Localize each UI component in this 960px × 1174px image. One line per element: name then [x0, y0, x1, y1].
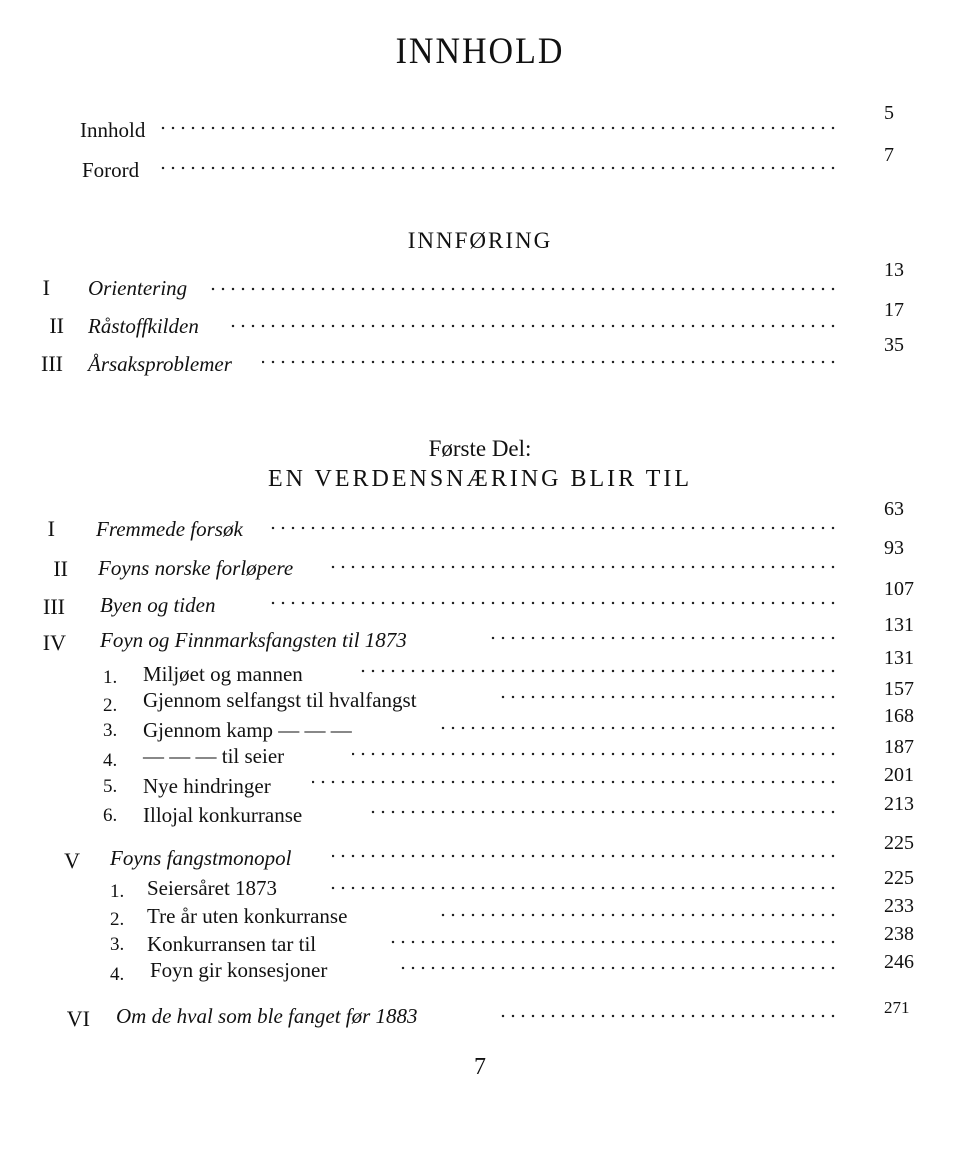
dot-leader [270, 526, 838, 530]
part-label: Første Del: [428, 436, 532, 461]
section-page: 213 [884, 793, 914, 815]
chapter-numeral: III [43, 594, 65, 619]
toc-entry-chapter[interactable] [0, 537, 960, 584]
toc-entry-innhold[interactable] [0, 102, 960, 144]
entry-page: 5 [884, 102, 894, 124]
section-title: Nye hindringer [143, 774, 277, 799]
chapter-page: 63 [884, 498, 904, 520]
part-heading: EN VERDENSNÆRING BLIR TIL [267, 466, 693, 492]
dot-leader [265, 601, 838, 605]
toc-entry-section[interactable] [0, 867, 960, 906]
toc-entry-chapter[interactable] [0, 334, 960, 378]
entry-page: 7 [884, 144, 894, 166]
section-number: 4. [103, 750, 118, 771]
dot-leader [312, 780, 838, 784]
dot-leader [160, 126, 838, 130]
section-title: Gjennom selfangst til hvalfangst [143, 688, 423, 713]
chapter-page: 225 [884, 832, 914, 854]
section-number: 3. [103, 720, 118, 741]
dot-leader [332, 854, 838, 858]
toc-entry-section[interactable] [0, 793, 960, 833]
section-page: 131 [884, 647, 914, 669]
dot-leader [330, 565, 838, 569]
dot-leader [500, 695, 838, 699]
section-page: 168 [884, 705, 914, 727]
toc-entry-section[interactable] [0, 736, 960, 776]
dot-leader [488, 636, 838, 640]
section-page: 187 [884, 736, 914, 758]
chapter-title: Om de hval som ble fanget før 1883 [116, 1004, 424, 1029]
chapter-page: 13 [884, 259, 904, 281]
section-title: Konkurransen tar til [147, 932, 322, 957]
section-number: 3. [110, 934, 125, 955]
chapter-page: 107 [884, 578, 914, 600]
section-number: 1. [103, 667, 118, 688]
toc-entry-chapter[interactable] [0, 614, 960, 658]
page-number: 7 [474, 1054, 486, 1080]
toc-entry-section[interactable] [0, 923, 960, 962]
dot-leader [352, 752, 838, 756]
toc-entry-section[interactable] [0, 895, 960, 934]
toc-entry-chapter[interactable] [0, 998, 960, 1034]
toc-entry-forord[interactable] [0, 144, 960, 184]
dot-leader [262, 360, 838, 364]
toc-entry-chapter[interactable] [0, 498, 960, 544]
dot-leader [355, 669, 838, 673]
dot-leader [440, 726, 838, 730]
dot-leader [330, 886, 838, 890]
section-number: 2. [110, 909, 125, 930]
toc-entry-section[interactable] [0, 764, 960, 804]
chapter-title: Fremmede forsøk [96, 517, 249, 542]
section-number: 5. [103, 776, 118, 797]
section-page: 225 [884, 867, 914, 889]
chapter-page: 17 [884, 299, 904, 321]
section-number: 2. [103, 695, 118, 716]
section-title: Gjennom kamp — — — [143, 718, 358, 743]
section-title: — — — til seier [143, 744, 290, 769]
page-title: INNHOLD [395, 31, 565, 72]
dot-leader [368, 810, 838, 814]
chapter-page: 35 [884, 334, 904, 356]
section-page: 246 [884, 951, 914, 973]
dot-leader [160, 166, 838, 170]
section-heading-innforing: INNFØRING [407, 228, 553, 253]
chapter-numeral: VI [66, 1006, 90, 1031]
toc-entry-section[interactable] [0, 678, 960, 720]
chapter-title: Foyns norske forløpere [98, 556, 299, 581]
toc-entry-chapter[interactable] [0, 578, 960, 622]
chapter-page: 131 [884, 614, 914, 636]
section-page: 233 [884, 895, 914, 917]
chapter-numeral: III [41, 351, 63, 376]
chapter-title: Råstoffkilden [88, 314, 205, 339]
dot-leader [395, 966, 838, 970]
toc-entry-chapter[interactable] [0, 259, 960, 303]
toc-entry-chapter[interactable] [0, 299, 960, 341]
dot-leader [205, 287, 838, 291]
chapter-numeral: II [49, 313, 64, 338]
section-page: 157 [884, 678, 914, 700]
section-title: Tre år uten konkurranse [147, 904, 353, 929]
section-title: Miljøet og mannen [143, 662, 309, 687]
chapter-title: Foyns fangstmonopol [110, 846, 297, 871]
toc-entry-chapter[interactable] [0, 832, 960, 876]
chapter-numeral: I [47, 516, 55, 541]
section-title: Seiersåret 1873 [147, 876, 283, 901]
chapter-page: 271 [884, 998, 910, 1017]
section-number: 4. [110, 964, 125, 985]
chapter-page: 93 [884, 537, 904, 559]
section-number: 6. [103, 805, 118, 826]
dot-leader [436, 913, 838, 917]
chapter-numeral: II [53, 556, 68, 581]
chapter-title: Foyn og Finnmarksfangsten til 1873 [100, 628, 413, 653]
chapter-numeral: I [42, 275, 50, 300]
dot-leader [385, 940, 838, 944]
dot-leader [500, 1014, 838, 1018]
section-title: Illojal konkurranse [143, 803, 308, 828]
section-page: 238 [884, 923, 914, 945]
section-title: Foyn gir konsesjoner [150, 958, 333, 983]
chapter-title: Årsaksproblemer [88, 352, 238, 377]
chapter-title: Byen og tiden [100, 593, 221, 618]
chapter-numeral: V [64, 848, 80, 873]
section-page: 201 [884, 764, 914, 786]
chapter-title: Orientering [88, 276, 193, 301]
entry-title: Forord [82, 158, 145, 183]
toc-entry-section[interactable] [0, 951, 960, 990]
section-number: 1. [110, 881, 125, 902]
dot-leader [230, 324, 838, 328]
chapter-numeral: IV [42, 630, 66, 655]
entry-title: Innhold [80, 118, 151, 143]
